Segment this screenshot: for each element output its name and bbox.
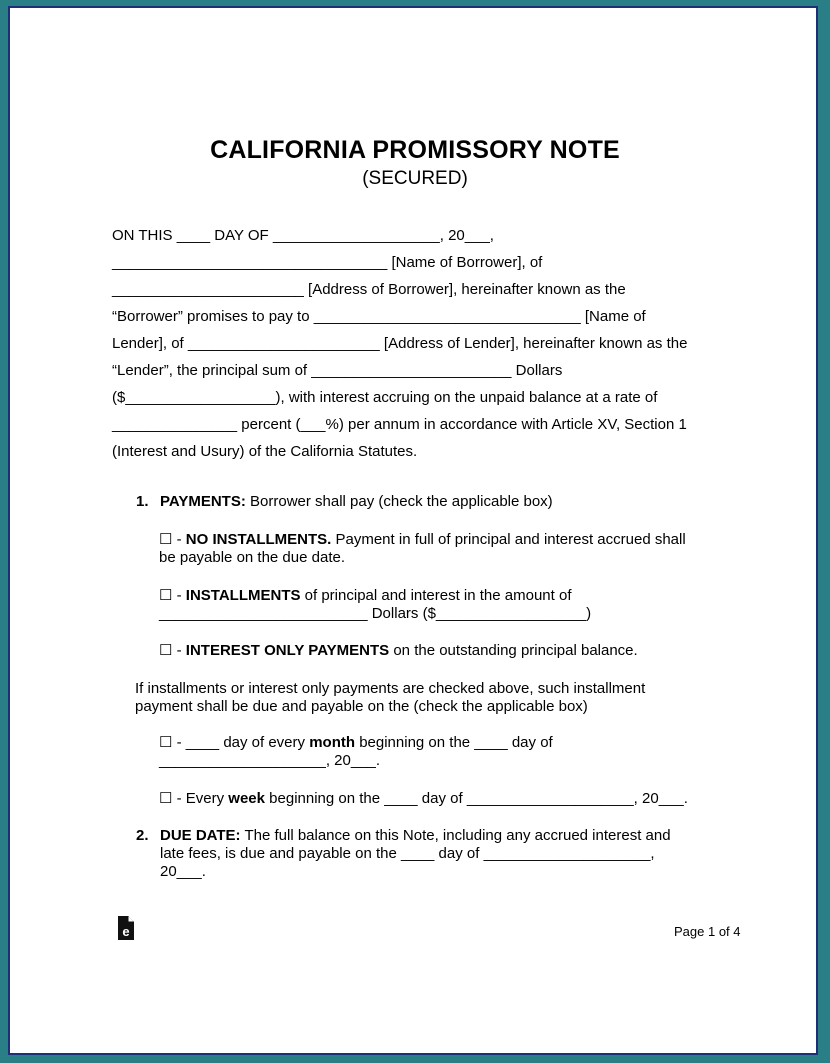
option-label: month [309,734,356,751]
option-text: _________________________ Dollars ($__________________) [159,605,592,622]
document-subtitle: (SECURED) [362,168,468,189]
payments-text: Borrower shall pay (check the applicable box) [245,493,553,510]
schedule-line: payment shall be due and payable on the (check the applicable box) [135,698,588,715]
option-text: beginning on the ____ day of [355,734,553,751]
due-date-text: 20___. [160,863,206,880]
document-title: CALIFORNIA PROMISSORY NOTE [210,136,620,164]
intro-line: ON THIS ____ DAY OF ____________________, 20___, [112,227,494,244]
due-date-section [136,827,736,881]
option-interest-only[interactable] [159,642,759,660]
schedule-text [135,680,735,716]
option-text[interactable]: ☐ - ____ day of every [159,734,310,751]
due-date-text: The full balance on this Note, including any accrued interest and [240,827,671,844]
due-date-text: late fees, is due and payable on the ____ day of ____________________, [160,845,655,862]
option-text: ____________________, 20___. [159,752,381,769]
option-text: of principal and interest in the amount of [300,587,572,604]
option-label: INTEREST ONLY PAYMENTS [185,642,390,659]
option-no-installments[interactable] [159,531,759,567]
option-text[interactable]: ☐ - Every [159,790,229,807]
page-number: Page 1 of 4 [674,924,741,939]
intro-line: _______________ percent (___%) per annum in accordance with Article XV, Section 1 [112,416,687,433]
section-number: 1. [136,493,149,510]
option-weekly[interactable] [159,790,759,808]
due-date-heading: DUE DATE: [160,827,241,844]
checkbox-icon[interactable]: ☐ - [159,531,186,548]
intro-line: “Lender”, the principal sum of ________________________ Dollars [112,362,563,379]
intro-line: _______________________ [Address of Borrower], hereinafter known as the [112,281,626,298]
e-document-icon [117,915,135,941]
option-installments[interactable] [159,587,759,623]
intro-line: “Borrower” promises to pay to ________________________________ [Name of [112,308,646,325]
option-text: beginning on the ____ day of ____________________, 20___. [265,790,688,807]
section-number: 2. [136,827,149,844]
intro-paragraph [112,222,722,465]
option-label: week [228,790,265,807]
svg-text:e: e [122,924,130,939]
option-text: Payment in full of principal and interest accrued shall [331,531,686,548]
intro-line: Lender], of _______________________ [Address of Lender], hereinafter known as the [112,335,688,352]
option-label: INSTALLMENTS [185,587,301,604]
checkbox-icon[interactable]: ☐ - [159,587,186,604]
intro-line: _________________________________ [Name of Borrower], of [112,254,543,271]
option-monthly[interactable] [159,734,759,770]
checkbox-icon[interactable]: ☐ - [159,642,186,659]
intro-line: (Interest and Usury) of the California Statutes. [112,443,418,460]
option-label: NO INSTALLMENTS. [185,531,332,548]
schedule-line: If installments or interest only payments are checked above, such installment [135,680,646,697]
payments-heading-line [136,493,736,511]
payments-heading: PAYMENTS: [160,493,246,510]
intro-line: ($__________________), with interest accruing on the unpaid balance at a rate of [112,389,658,406]
option-text: on the outstanding principal balance. [389,642,638,659]
option-text: be payable on the due date. [159,549,345,566]
